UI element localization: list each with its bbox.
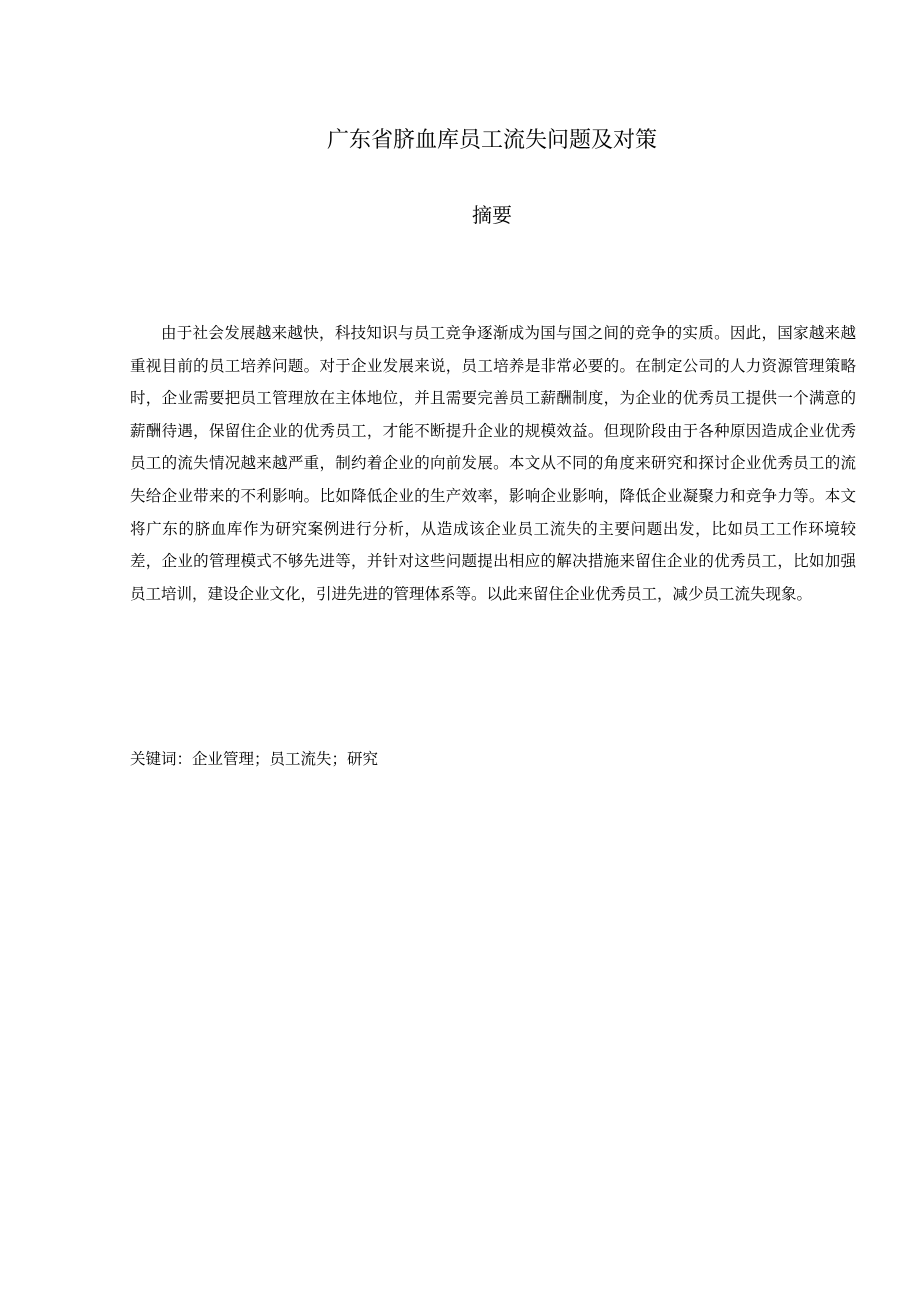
keywords-line: 关键词：企业管理；员工流失；研究	[130, 750, 379, 768]
abstract-paragraph: 由于社会发展越来越快，科技知识与员工竞争逐渐成为国与国之间的竞争的实质。因此，国家越来越重视目前的员工培养问题。对于企业发展来说，员工培养是非常必要的。在制定公司的人力资源管理策略时，企业需要把员工管理放在主体地位，并且需要完善员工薪酬制度，为企业的优秀员工提供一个满意的薪酬待遇，保留住企业的优秀员工，才能不断提升企业的规模效益。但现阶段由于各种原因造成企业优秀员工的流失情况越来越严重，制约着企业的向前发展。本文从不同的角度来研究和探讨企业优秀员工的流失给企业带来的不利影响。比如降低企业的生产效率，影响企业影响，降低企业凝聚力和竞争力等。本文将广东的脐血库作为研究案例进行分析，从造成该企业员工流失的主要问题出发，比如员工工作环境较差，企业的管理模式不够先进等，并针对这些问题提出相应的解决措施来留住企业的优秀员工，比如加强员工培训，建设企业文化，引进先进的管理体系等。以此来留住企业优秀员工，减少员工流失现象。	[130, 324, 856, 603]
document-title: 广东省脐血库员工流失问题及对策	[326, 128, 657, 153]
abstract-heading: 摘要	[472, 203, 512, 227]
